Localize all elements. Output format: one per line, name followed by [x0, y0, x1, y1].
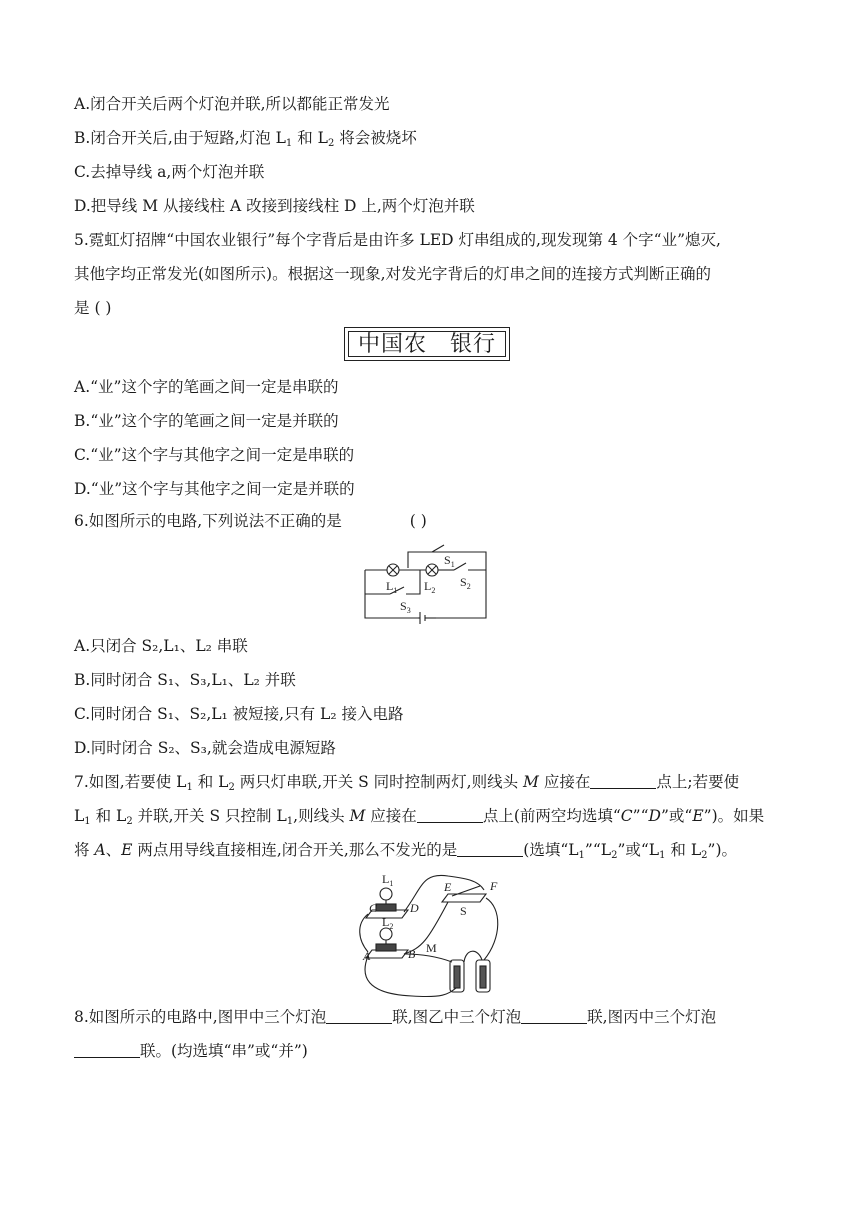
q8-line1 [74, 1007, 716, 1027]
q6-option-d: D.同时闭合 S₂、S₃,就会造成电源短路 [74, 739, 336, 757]
q7-text: 7.如图,若要使 L [74, 773, 187, 791]
q7-text: ”或“L [617, 841, 660, 859]
q6-label-s2: $S_2$ [460, 575, 471, 591]
q7-text: 将 [74, 841, 95, 859]
q4-option-d: D.把导线 M 从接线柱 A 改接到接线柱 D 上,两个灯泡并联 [74, 197, 475, 215]
q8-line2 [74, 1041, 308, 1061]
q5-stem-line1: 5.霓虹灯招牌“中国农业银行”每个字背后是由许多 LED 灯串组成的,现发现第 4 个字“业”熄灭, [74, 231, 721, 249]
q6-answer-paren: ( ) [409, 512, 427, 530]
q7-text: ,则线头 [293, 807, 350, 825]
q5-option-b: B.“业”这个字的笔画之间一定是并联的 [74, 412, 339, 430]
q5-stem-line2: 其他字均正常发光(如图所示)。根据这一现象,对发光字背后的灯串之间的连接方式判断正确的 [74, 265, 712, 283]
q7-text: E [692, 807, 704, 825]
q7-text: 和 L [192, 773, 229, 791]
q7-label-f: F [490, 879, 498, 893]
q7-text: 和 L [90, 807, 127, 825]
q7-text: 点上(前两空均选填“ [482, 807, 621, 825]
q6-circuit-diagram [360, 540, 492, 626]
q7-wiring-diagram [352, 868, 508, 998]
q7-blank-2[interactable] [417, 808, 483, 823]
q6-label-l1: $L_1$ [386, 579, 398, 595]
q7-label-a: A [363, 949, 371, 963]
q6-option-c: C.同时闭合 S₁、S₂,L₁ 被短接,只有 L₂ 接入电路 [74, 705, 404, 723]
q4-option-b-part1: B.闭合开关后,由于短路,灯泡 L [74, 129, 286, 147]
q4-option-b-part3: 将会被烧坏 [334, 129, 417, 147]
q7-text: A [94, 841, 106, 859]
q7-text: ”“ [632, 807, 649, 825]
q6-label-s1: $S_1$ [444, 553, 455, 569]
q7-text: (选填“L [523, 841, 579, 859]
q7-text: C [620, 807, 633, 825]
q6-option-a: A.只闭合 S₂,L₁、L₂ 串联 [74, 637, 248, 655]
q4-option-c: C.去掉导线 a,两个灯泡并联 [74, 163, 265, 181]
q7-text: M [349, 807, 366, 825]
q7-text: D [648, 807, 661, 825]
q5-stem-end: 是 [74, 299, 90, 317]
q7-text: E [121, 841, 133, 859]
q7-text: 两只灯串联,开关 S 同时控制两灯,则线头 [234, 773, 524, 791]
q7-text: 应接在 [538, 773, 591, 791]
q7-text: ”)。如果 [703, 807, 765, 825]
q5-option-a: A.“业”这个字的笔画之间一定是串联的 [74, 378, 339, 396]
q4-option-b: B.闭合开关后,由于短路,灯泡 $L_1$ 和 $L_2$ 将会被烧坏 [74, 129, 417, 149]
q6-stem-text: 6.如图所示的电路,下列说法不正确的是 [74, 512, 342, 530]
q8-blank-1[interactable] [326, 1009, 392, 1024]
q7-text: 和 L [665, 841, 702, 859]
q8-blank-2[interactable] [521, 1009, 587, 1024]
q7-line3: 将 A、E 两点用导线直接相连,闭合开关,那么不发光的是 (选填“$L_1”“L_2$”或“$L_1$ 和 $L_2$”)。 [74, 841, 737, 861]
q7-label-l2: $L_2$ [382, 915, 394, 931]
neon-sign-text: 中国农 银行 [348, 331, 506, 357]
q7-text: 两点用导线直接相连,闭合开关,那么不发光的是 [132, 841, 458, 859]
q5-stem-line3 [74, 298, 111, 318]
q7-text: ”“L [584, 841, 612, 859]
q7-text: ”或“ [660, 807, 693, 825]
q7-label-b: B [408, 947, 416, 961]
q8-blank-3[interactable] [74, 1043, 140, 1058]
q7-label-s: S [460, 904, 467, 918]
q7-label-m: M [426, 941, 437, 955]
q7-text: ”)。 [707, 841, 737, 859]
q7-text: 并联,开关 S 只控制 L [132, 807, 287, 825]
q6-label-s3: $S_3$ [400, 599, 411, 615]
q7-label-l1: $L_1$ [382, 872, 394, 888]
q7-text: 、 [105, 841, 122, 859]
q7-text: 应接在 [365, 807, 417, 825]
q7-blank-3[interactable] [457, 842, 523, 857]
q7-label-e: E [444, 880, 452, 894]
q7-line1: 7.如图,若要使 $L_1$ 和 $L_2$ 两只灯串联,开关 S 同时控制两灯,则线头 M 应接在 点上;若要使 [74, 773, 740, 793]
q4-option-b-part2: 和 L [292, 129, 328, 147]
q8-text: 联,图乙中三个灯泡 [392, 1008, 522, 1026]
q6-stem [74, 511, 427, 531]
q6-option-b: B.同时闭合 S₁、S₃,L₁、L₂ 并联 [74, 671, 296, 689]
q5-answer-paren: ( ) [94, 299, 112, 317]
q7-line2: $L_1$ 和 $L_2$ 并联,开关 S 只控制 $L_1$,则线头 M 应接在 点上(前两空均选填“C”“D”或“E”)。如果 [74, 807, 765, 827]
q7-label-d: D [410, 901, 419, 915]
q5-option-c: C.“业”这个字与其他字之间一定是串联的 [74, 446, 355, 464]
neon-sign [344, 327, 510, 361]
q6-label-l2: $L_2$ [424, 579, 436, 595]
q8-text: 联。(均选填“串”或“并”) [140, 1042, 308, 1060]
q8-text: 联,图丙中三个灯泡 [587, 1008, 717, 1026]
q5-option-d: D.“业”这个字与其他字之间一定是并联的 [74, 480, 355, 498]
q7-label-c: C [369, 901, 378, 915]
q7-text: L [74, 807, 85, 825]
q7-blank-1[interactable] [590, 774, 656, 789]
q7-text: 点上;若要使 [656, 773, 740, 791]
q7-text: M [523, 773, 539, 791]
q4-option-a: A.闭合开关后两个灯泡并联,所以都能正常发光 [74, 95, 390, 113]
q8-text: 8.如图所示的电路中,图甲中三个灯泡 [74, 1008, 327, 1026]
